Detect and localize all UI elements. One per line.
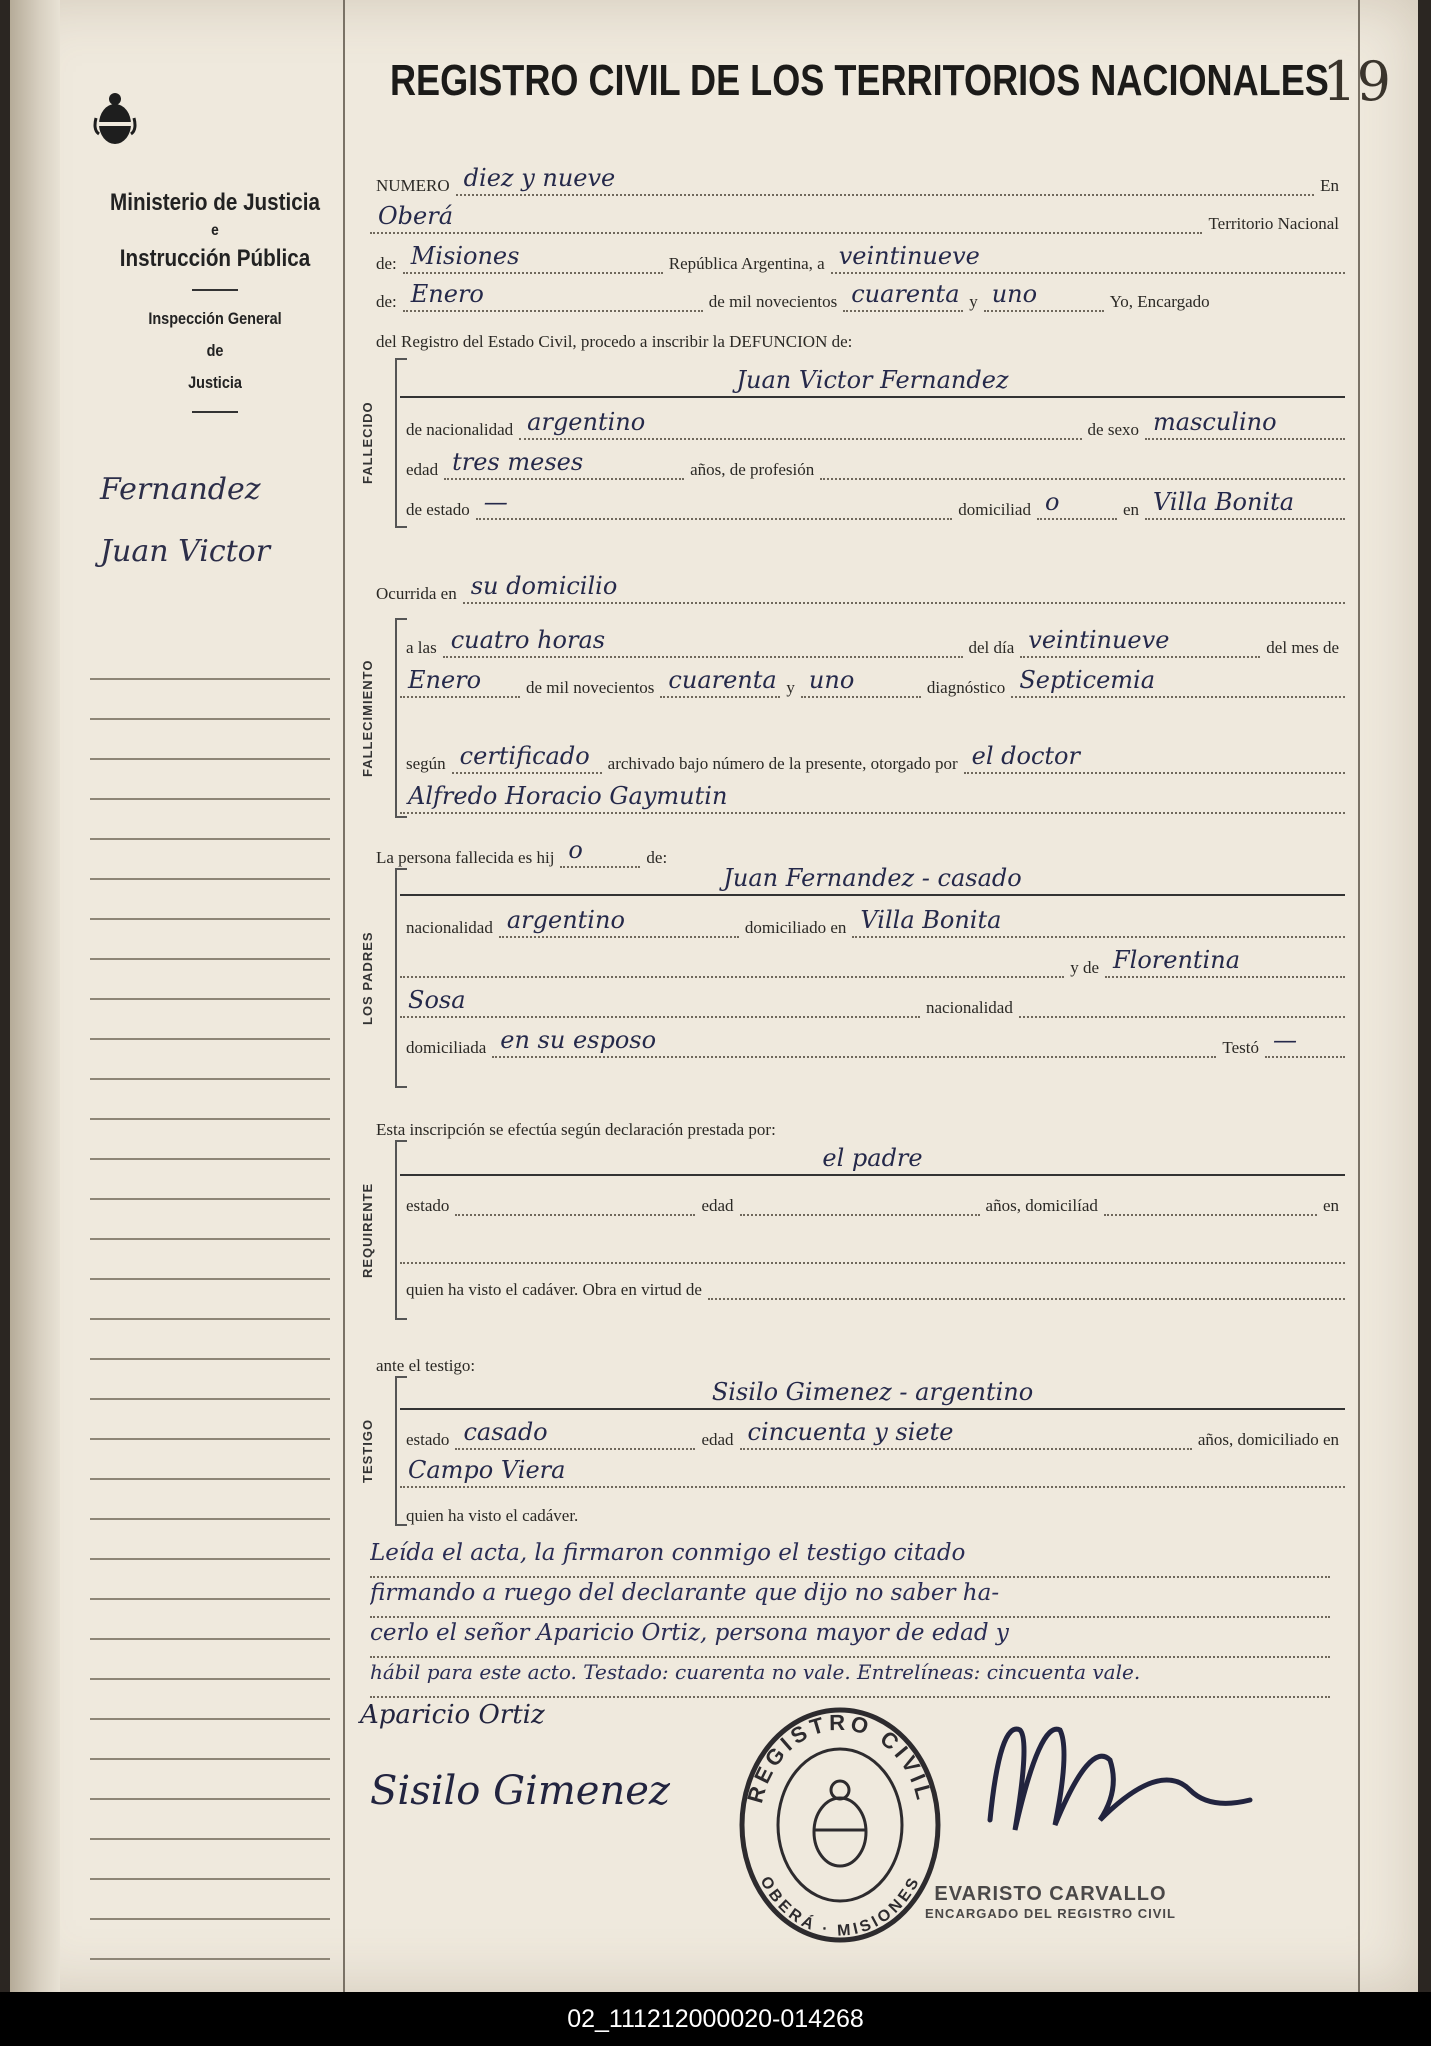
ante-testigo-row	[370, 1340, 1345, 1376]
argentine-crest-icon	[90, 90, 140, 150]
nacionalidad2-label: nacionalidad	[926, 998, 1013, 1017]
domiciliado-label: domiciliad	[958, 500, 1031, 519]
testo-label: Testó	[1222, 1038, 1259, 1057]
fallecimiento-hora-row	[400, 622, 1345, 658]
testo-value: —	[1265, 1026, 1345, 1058]
civil-registry-stamp	[730, 1700, 950, 1950]
edad-label: edad	[701, 1196, 734, 1215]
mes-label: del mes de	[1266, 638, 1339, 657]
numero-row	[370, 160, 1345, 196]
y-label: y	[969, 292, 978, 311]
edad-value: tres meses	[444, 448, 684, 480]
image-id-footer: 02_111212000020-014268	[0, 1992, 1431, 2046]
de-label: de:	[376, 254, 397, 273]
edad-label: edad	[701, 1430, 734, 1449]
testigo-visto-row	[400, 1490, 1345, 1526]
margin-given-name: Juan Victor	[100, 534, 271, 569]
edad-value	[740, 1184, 980, 1216]
requirente-name: el padre	[400, 1144, 1345, 1176]
fallecido-name: Juan Victor Fernandez	[400, 366, 1345, 398]
segun-value: certificado	[452, 742, 602, 774]
requirente-blank	[400, 1232, 1345, 1264]
signature-rogado: Aparicio Ortiz	[360, 1700, 545, 1730]
nacionalidad-label: nacionalidad	[406, 918, 493, 937]
edad-label: edad	[406, 460, 439, 479]
anos-label: años, domiciliado en	[1197, 1430, 1339, 1449]
domicilio-value: Villa Bonita	[1145, 488, 1345, 520]
ocurrida-row	[370, 568, 1345, 604]
padres-domiciliada-row	[400, 1022, 1345, 1058]
declaracion-label: Esta inscripción se efectúa según declaración prestada por:	[376, 1120, 776, 1139]
estado-label: estado	[406, 1430, 450, 1449]
padres-mother-row	[400, 942, 1345, 978]
fallecido-side-label: FALLECIDO	[360, 401, 375, 485]
mil-label: de mil novecientos	[708, 292, 838, 311]
page-number: 19	[1322, 50, 1391, 113]
diagnostico-value: Septicemia	[1011, 666, 1345, 698]
diagnostico-label: diagnóstico	[926, 678, 1006, 697]
estado-value	[455, 1184, 695, 1216]
domicilio-value	[1104, 1184, 1317, 1216]
fallecimiento-segun-row	[400, 738, 1345, 774]
visto-label: quien ha visto el cadáver. Obra en virtud de	[406, 1280, 702, 1299]
fallecimiento-side-label: FALLECIMIENTO	[360, 659, 375, 777]
month-value: Enero	[403, 280, 703, 312]
year-units-value: uno	[801, 666, 921, 698]
segun-label: según	[406, 754, 446, 773]
registro-line: del Registro del Estado Civil, procedo a inscribir la DEFUNCION de:	[376, 332, 853, 351]
officer-role: ENCARGADO DEL REGISTRO CIVIL	[925, 1906, 1176, 1921]
testigo-domicilio-row	[400, 1452, 1345, 1488]
domicilio-value: Campo Viera	[400, 1456, 1345, 1488]
nacionalidad-label: de nacionalidad	[406, 420, 514, 439]
place-value: Oberá	[370, 202, 1202, 234]
date-row	[370, 276, 1345, 312]
numero-label: NUMERO	[376, 176, 450, 195]
en-label: En	[1320, 176, 1339, 195]
estado-label: estado	[406, 1196, 450, 1215]
padres-nacionalidad-row	[400, 902, 1345, 938]
stamp-text-bottom: OBERÁ · MISIONES	[756, 1873, 924, 1940]
archivado-label: archivado bajo número de la presente, otorgado por	[607, 754, 958, 773]
domiciliado-suffix: o	[1037, 488, 1117, 520]
requirente-estado-row	[400, 1180, 1345, 1216]
padres-mother-last-row	[400, 982, 1345, 1018]
del-dia-label: del día	[968, 638, 1015, 657]
republica-label: República Argentina, a	[668, 254, 825, 273]
mil-label: de mil novecientos	[526, 678, 655, 697]
day-value: veintinueve	[831, 242, 1345, 274]
closing-line-1: Leída el acta, la firmaron conmigo el testigo citado	[370, 1540, 1330, 1578]
officer-name: EVARISTO CARVALLO	[934, 1883, 1167, 1905]
estado-label: de estado	[406, 500, 470, 519]
year-tens-value: cuarenta	[660, 666, 780, 698]
stamp-text-top: REGISTRO CIVIL	[742, 1709, 938, 1806]
edad-value: cincuenta y siete	[740, 1418, 1192, 1450]
padres-father-row	[400, 860, 1345, 896]
doctor-value: Alfredo Horacio Gaymutin	[400, 782, 1345, 814]
register-title: REGISTRO CIVIL DE LOS TERRITORIOS NACIONALES	[390, 56, 1329, 105]
fallecimiento-doctor-row	[400, 778, 1345, 814]
svg-text:REGISTRO CIVIL	[742, 1710, 938, 1806]
fallecido-estado-row	[400, 484, 1345, 520]
y-de-label: y de	[1070, 958, 1099, 977]
ocurrida-value: su domicilio	[463, 572, 1345, 604]
alas-label: a las	[406, 638, 437, 657]
profesion-value	[820, 448, 1345, 480]
place-row	[370, 198, 1345, 234]
hijo-suffix: o	[560, 836, 640, 868]
padres-side-label: LOS PADRES	[360, 931, 375, 1025]
margin-ruled-lines	[90, 640, 330, 1970]
mother-first-name: Florentina	[1105, 946, 1345, 978]
nacionalidad2-value	[1019, 986, 1345, 1018]
requirente-blank-row	[400, 1228, 1345, 1264]
closing-line-4: hábil para este acto. Testado: cuarenta no vale. Entrelíneas: cincuenta vale.	[370, 1660, 1330, 1698]
anos-label: años, de profesión	[690, 460, 815, 479]
father-name: Juan Fernandez - casado	[400, 864, 1345, 896]
fallecido-name-row	[400, 362, 1345, 398]
margin-surname: Fernandez	[100, 472, 261, 507]
margin-rule	[343, 0, 345, 1992]
sexo-label: de sexo	[1087, 420, 1139, 439]
requirente-visto-row	[400, 1264, 1345, 1300]
yo-label: Yo, Encargado	[1109, 292, 1210, 311]
testigo-side-label: TESTIGO	[360, 1418, 375, 1484]
de-label: de:	[376, 292, 397, 311]
otorgado-value: el doctor	[964, 742, 1345, 774]
testigo-name: Sisilo Gimenez - argentino	[400, 1378, 1345, 1410]
nacionalidad-value: argentino	[519, 408, 1081, 440]
testigo-name-row	[400, 1374, 1345, 1410]
nacionalidad-value: argentino	[499, 906, 739, 938]
ministry-name: Ministerio de Justicia e Instrucción Pública	[110, 189, 320, 272]
officer-block	[925, 1883, 1176, 1921]
fallecimiento-date-row	[400, 662, 1345, 698]
obra-value	[708, 1268, 1345, 1300]
officer-signature-icon	[960, 1700, 1260, 1850]
inspection-name: Inspección General de Justicia	[148, 309, 282, 392]
requirente-side-label: REQUIRENTE	[360, 1182, 375, 1278]
domiciliado-label: domiciliado en	[744, 918, 847, 937]
divider	[192, 411, 238, 413]
territorio-label: Territorio Nacional	[1208, 214, 1339, 233]
en-label: en	[1322, 1196, 1339, 1215]
ocurrida-label: Ocurrida en	[376, 584, 457, 603]
testigo-estado-row	[400, 1414, 1345, 1450]
estado-value: —	[476, 488, 953, 520]
registro-row	[370, 316, 1345, 352]
ante-testigo-label: ante el testigo:	[376, 1356, 476, 1375]
mother-filler	[400, 946, 1064, 978]
mother-last-name: Sosa	[400, 986, 920, 1018]
numero-value: diez y nueve	[456, 164, 1314, 196]
year-units-value: uno	[984, 280, 1104, 312]
year-tens-value: cuarenta	[843, 280, 963, 312]
dia-value: veintinueve	[1020, 626, 1260, 658]
territory-value: Misiones	[403, 242, 663, 274]
divider	[192, 289, 238, 291]
right-rule	[1358, 0, 1360, 1992]
declaracion-row	[370, 1104, 1345, 1140]
territory-row	[370, 238, 1345, 274]
estado-value: casado	[455, 1418, 695, 1450]
left-margin	[90, 80, 340, 1980]
svg-text:OBERÁ · MISIONES	[757, 1874, 924, 1940]
visto-label: quien ha visto el cadáver.	[406, 1506, 579, 1525]
requirente-name-row	[400, 1140, 1345, 1176]
domicilio-value: Villa Bonita	[852, 906, 1345, 938]
hora-value: cuatro horas	[443, 626, 963, 658]
y-label: y	[786, 678, 795, 697]
hijo-label: La persona fallecida es hij	[376, 848, 555, 867]
de-label: de:	[646, 848, 668, 867]
signature-testigo: Sisilo Gimenez	[370, 1768, 670, 1814]
closing-line-2: firmando a ruego del declarante que dijo no saber ha-	[370, 1580, 1330, 1618]
fallecido-edad-row	[400, 444, 1345, 480]
en-label: en	[1122, 500, 1139, 519]
anos-label: años, domicilíad	[985, 1196, 1098, 1215]
book-binding	[10, 0, 60, 1992]
sexo-value: masculino	[1145, 408, 1345, 440]
mes-value: Enero	[400, 666, 520, 698]
fallecido-nacionalidad-row	[400, 404, 1345, 440]
domiciliada-value: en su esposo	[492, 1026, 1216, 1058]
stamp-crest-icon	[814, 1781, 866, 1866]
domiciliada-label: domiciliada	[406, 1038, 487, 1057]
closing-line-3: cerlo el señor Aparicio Ortiz, persona mayor de edad y	[370, 1620, 1330, 1658]
